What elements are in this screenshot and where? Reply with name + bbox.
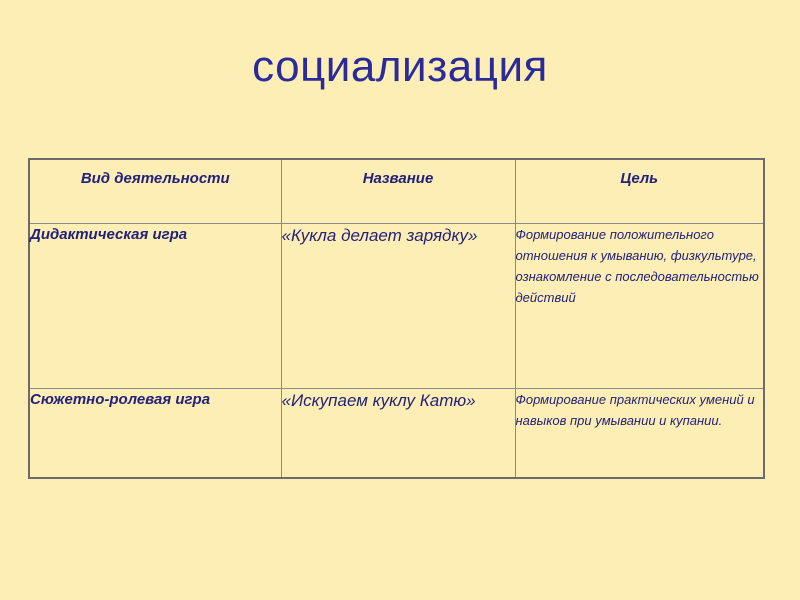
cell-activity: Сюжетно-ролевая игра	[29, 388, 281, 478]
cell-name: «Кукла делает зарядку»	[281, 223, 515, 388]
activity-table	[28, 158, 765, 479]
cell-goal: Формирование положительного отношения к умыванию, физкультуре, ознакомление с последовательностью действий	[515, 223, 764, 388]
slide-title: социализация	[252, 42, 548, 91]
cell-goal: Формирование практических умений и навыков при умывании и купании.	[515, 388, 764, 478]
header-name: Название	[281, 159, 515, 223]
cell-activity: Дидактическая игра	[29, 223, 281, 388]
cell-name: «Искупаем куклу Катю»	[281, 388, 515, 478]
header-goal: Цель	[515, 159, 764, 223]
table-header-row	[29, 159, 764, 223]
table-row	[29, 388, 764, 478]
header-activity: Вид деятельности	[29, 159, 281, 223]
table-row	[29, 223, 764, 388]
